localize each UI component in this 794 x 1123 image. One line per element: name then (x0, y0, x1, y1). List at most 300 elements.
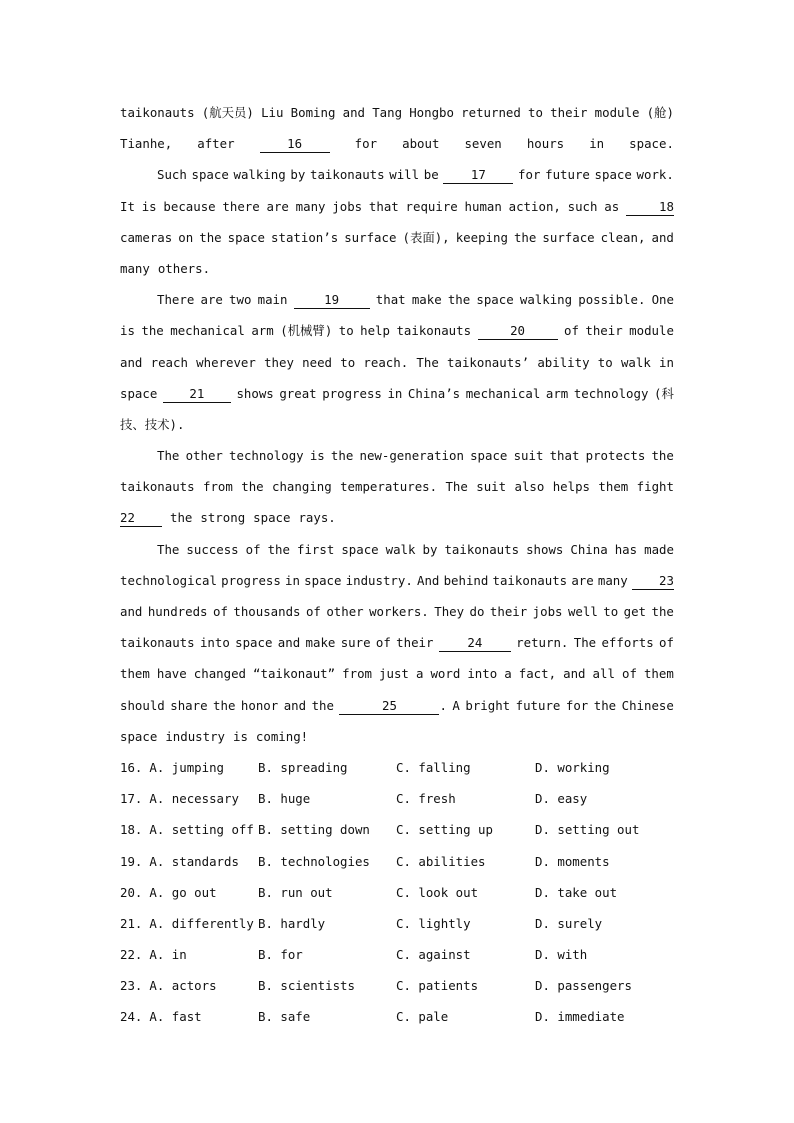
passage-word: (科 (654, 385, 674, 401)
passage-word: new-generation (359, 448, 464, 464)
passage-line (120, 253, 674, 284)
passage-word: walk (385, 541, 416, 557)
blank-20[interactable]: 20 (478, 324, 558, 340)
passage-word: space. (629, 136, 674, 152)
passage-word: first (296, 541, 335, 557)
passage-word: make (305, 635, 336, 651)
option-row (120, 846, 674, 877)
passage-word: reach (150, 354, 188, 370)
passage-word: clean, (600, 229, 646, 245)
exam-page (120, 97, 674, 1033)
passage-word: many (597, 572, 628, 588)
passage-word: walking (519, 292, 573, 308)
passage-word: the (447, 292, 471, 308)
passage-word: do (469, 604, 485, 619)
passage-word: Liu (261, 105, 284, 120)
passage-word: help (360, 323, 390, 339)
passage-line (120, 471, 674, 502)
passage-word: wherever (196, 354, 256, 370)
passage-word: (航天员) (201, 105, 254, 120)
passage-word: fact, (518, 666, 557, 682)
passage-word: It (120, 198, 135, 214)
passage-word: share (170, 697, 208, 713)
passage-line (120, 409, 674, 440)
option-row (120, 939, 674, 970)
passage-word: them (120, 666, 150, 682)
passage-word: to (340, 354, 356, 370)
passage-word: ability (537, 354, 590, 370)
passage-line (120, 222, 674, 253)
passage-word: will (389, 167, 420, 183)
passage-word: space (470, 448, 508, 464)
passage-word: is (233, 728, 248, 744)
passage-word: seven (464, 136, 502, 152)
passage-word: (机械臂) (280, 323, 333, 339)
passage-word: space (191, 167, 229, 183)
passage-word: protects (585, 448, 646, 464)
option-d[interactable]: D. working (535, 759, 610, 775)
passage-word: jobs (332, 198, 363, 214)
passage-word: mechanical (465, 385, 541, 401)
passage-word: the (170, 510, 193, 526)
passage-word: for (518, 167, 541, 183)
passage-word: bright (465, 697, 511, 713)
blank-16[interactable]: 16 (260, 137, 330, 153)
passage-word: sure (340, 635, 371, 651)
option-d[interactable]: D. passengers (535, 978, 632, 994)
passage-word: all (592, 666, 615, 682)
passage-word: many (120, 260, 150, 276)
passage-word: changing (272, 479, 332, 495)
passage-word: honor (240, 697, 279, 713)
passage-word: industry. (345, 572, 413, 588)
passage-word: Such (157, 167, 187, 183)
passage-line (120, 97, 674, 128)
passage-word: taikonauts (120, 635, 195, 651)
passage-word: is (141, 198, 157, 214)
option-c[interactable]: C. pale (396, 1009, 449, 1025)
option-a[interactable] (120, 814, 254, 845)
passage-word: to (603, 604, 619, 619)
option-c[interactable]: C. patients (396, 978, 479, 994)
passage-word: station’s (271, 229, 339, 245)
passage-word: suit (513, 448, 544, 464)
passage-word: mechanical (170, 323, 245, 339)
passage-word: in (285, 572, 300, 588)
passage-word: the (513, 229, 537, 245)
option-d[interactable]: D. setting out (535, 822, 640, 838)
passage-word: China (570, 541, 608, 557)
passage-word: progress (322, 385, 382, 401)
passage-word: The (157, 448, 180, 464)
passage-word: to (528, 105, 543, 120)
passage-word: in (387, 385, 403, 401)
passage-word: of (245, 541, 261, 557)
passage-word: has (614, 541, 638, 557)
passage-word: to (338, 323, 354, 339)
passage-word: taikonauts (396, 323, 472, 339)
option-row (120, 752, 674, 783)
passage-line (120, 378, 674, 409)
option-b[interactable]: B. safe (258, 1009, 311, 1025)
passage-word: arm (545, 385, 569, 401)
passage-word: space (120, 728, 158, 744)
passage-word: and (563, 666, 586, 682)
passage-word: the (651, 604, 674, 619)
blank-19[interactable]: 19 (294, 293, 370, 309)
option-row (120, 970, 674, 1001)
passage-word: have (156, 666, 187, 682)
passage-word: shows (236, 385, 274, 401)
passage-word: their (550, 105, 588, 120)
passage-word: the (141, 323, 164, 339)
option-b[interactable]: B. technologies (258, 853, 370, 869)
passage-word: great (279, 385, 317, 401)
passage-word: walk (620, 354, 651, 370)
passage-line (120, 721, 674, 752)
passage-word: The (416, 354, 439, 370)
option-a[interactable] (120, 908, 254, 939)
passage-word: shows (526, 541, 564, 557)
passage-word: progress (221, 572, 281, 588)
passage-word: about (402, 136, 440, 152)
passage-word: as (604, 198, 620, 214)
blank-23[interactable]: 23 (632, 574, 674, 590)
passage-line (120, 658, 674, 689)
question-number: 22. (120, 947, 143, 963)
passage-word: from (342, 666, 372, 682)
passage-word: Tianhe, (120, 136, 173, 152)
option-a-label: A. differently (149, 915, 254, 931)
option-c[interactable]: C. falling (396, 759, 471, 775)
passage-word: and (651, 229, 674, 245)
passage-word: should (120, 697, 165, 713)
passage-line (120, 565, 674, 596)
option-c[interactable]: C. setting up (396, 822, 493, 838)
passage-word: are (266, 198, 289, 214)
passage-word: cameras (120, 229, 173, 245)
passage-word: . (439, 697, 447, 713)
passage-word: hundreds (147, 604, 208, 619)
passage-word: their (489, 604, 528, 619)
option-a-label: A. fast (149, 1009, 202, 1025)
passage-word: by (422, 541, 438, 557)
passage-word: on (178, 229, 194, 245)
passage-word: space (227, 229, 265, 245)
option-d[interactable]: D. immediate (535, 1009, 625, 1025)
passage-word: changed (193, 666, 246, 682)
passage-word: such (567, 198, 598, 214)
passage-word: and (120, 604, 143, 619)
passage-word: into (467, 666, 498, 682)
passage-word: taikonauts (120, 479, 195, 495)
cloze-passage (120, 97, 674, 752)
option-a[interactable] (120, 970, 217, 1001)
passage-word: other (185, 448, 223, 464)
option-row (120, 908, 674, 939)
passage-word: Chinese (621, 697, 674, 713)
passage-word: the (593, 697, 617, 713)
passage-word: China’s (407, 385, 461, 401)
passage-word: is (309, 448, 325, 464)
passage-word: space (120, 385, 158, 401)
passage-word: space (594, 167, 632, 183)
passage-word: of (659, 635, 674, 651)
passage-word: Boming (290, 105, 336, 120)
passage-word: surface (344, 229, 397, 245)
option-c[interactable]: C. fresh (396, 791, 456, 807)
passage-word: require (405, 198, 458, 214)
passage-word: keeping (455, 229, 508, 245)
passage-word: other (326, 604, 364, 619)
passage-word: others. (157, 260, 211, 276)
passage-word: technology (573, 385, 649, 401)
passage-word: for (354, 136, 378, 152)
passage-word: future (515, 697, 561, 713)
question-number: 18. (120, 822, 143, 838)
passage-word: taikonauts’ (447, 354, 530, 370)
passage-word: that (549, 448, 580, 464)
passage-word: One (651, 292, 674, 308)
question-number: 16. (120, 759, 143, 775)
passage-word: and (277, 635, 301, 651)
passage-word: The (573, 635, 597, 651)
passage-word: surface (542, 229, 595, 245)
option-d[interactable]: D. surely (535, 915, 603, 931)
passage-word: They (434, 604, 465, 619)
option-c[interactable]: C. against (396, 947, 471, 963)
passage-word: many (295, 198, 326, 214)
passage-word: success (186, 541, 239, 557)
passage-word: module (629, 323, 674, 339)
passage-line (120, 284, 674, 315)
option-d[interactable]: D. easy (535, 791, 588, 807)
passage-word: from (203, 479, 233, 495)
question-number: 23. (120, 978, 143, 994)
passage-word: and (283, 697, 307, 713)
passage-word: space (304, 572, 342, 588)
passage-word: module (594, 105, 640, 120)
passage-word: space (235, 635, 273, 651)
option-a-label: A. standards (149, 853, 239, 869)
passage-word: coming! (255, 728, 309, 744)
passage-word: industry (165, 728, 225, 744)
passage-word: made (644, 541, 674, 557)
option-a-label: A. go out (149, 884, 217, 900)
passage-word: (舱) (646, 105, 674, 120)
option-a[interactable] (120, 846, 239, 877)
passage-word: “taikonaut” (253, 666, 336, 682)
passage-word: action, (508, 198, 561, 214)
option-a[interactable] (120, 939, 187, 970)
blank-25[interactable]: 25 (339, 699, 439, 715)
passage-word: of (375, 635, 391, 651)
passage-word: Hongbo (409, 105, 454, 120)
passage-word: are (571, 572, 594, 588)
passage-word: by (290, 167, 306, 183)
passage-word: them (598, 479, 629, 495)
passage-word: work. (636, 167, 674, 183)
option-c[interactable]: C. look out (396, 884, 479, 900)
passage-word: A (452, 697, 460, 713)
passage-line (120, 596, 674, 627)
option-c[interactable]: C. lightly (396, 915, 471, 931)
passage-word: space (341, 541, 379, 557)
option-d[interactable]: D. with (535, 947, 588, 963)
blank-24[interactable]: 24 (439, 636, 511, 652)
option-row (120, 877, 674, 908)
answer-options (120, 752, 674, 1033)
option-b[interactable]: B. setting down (258, 822, 370, 838)
passage-word: reach. (363, 354, 409, 370)
option-b[interactable]: B. for (258, 947, 303, 963)
passage-line (120, 128, 674, 159)
passage-word: be (423, 167, 439, 183)
question-number: 24. (120, 1009, 143, 1025)
passage-word: to (597, 354, 613, 370)
passage-word: are (200, 292, 223, 308)
option-b[interactable]: B. huge (258, 791, 311, 807)
passage-line (120, 347, 674, 378)
passage-word: And (416, 572, 440, 588)
passage-word: suit (476, 479, 507, 495)
passage-word: word (430, 666, 461, 682)
passage-word: of (621, 666, 637, 682)
passage-word: human (464, 198, 502, 214)
passage-word: need (302, 354, 333, 370)
passage-word: arm (251, 323, 274, 339)
passage-word: after (197, 136, 235, 152)
option-a[interactable] (120, 752, 224, 783)
passage-line (120, 690, 674, 721)
option-a-label: A. in (149, 947, 187, 963)
passage-word: and (342, 105, 365, 120)
passage-word: space (476, 292, 514, 308)
passage-word: in (659, 354, 674, 370)
passage-line (120, 440, 674, 471)
passage-word: helps (552, 479, 591, 495)
passage-word: technological (120, 572, 217, 588)
blank-17[interactable]: 17 (443, 168, 513, 184)
passage-word: fight (636, 479, 674, 495)
passage-word: behind (443, 572, 489, 588)
blank-21[interactable]: 21 (163, 387, 231, 403)
passage-word: possible. (578, 292, 646, 308)
option-a[interactable] (120, 877, 217, 908)
passage-word: into (199, 635, 230, 651)
passage-word: them (643, 666, 674, 682)
passage-word: taikonauts (120, 105, 195, 120)
passage-word: make (411, 292, 442, 308)
passage-word: and (120, 354, 143, 370)
passage-word: of (564, 323, 579, 339)
passage-word: the (199, 229, 222, 245)
option-a[interactable] (120, 1001, 202, 1032)
passage-word: taikonauts (444, 541, 520, 557)
passage-word: The (157, 541, 180, 557)
passage-word: of (212, 604, 228, 619)
passage-word: get (623, 604, 647, 619)
passage-line (120, 627, 674, 658)
blank-18[interactable]: 18 (626, 200, 674, 216)
option-b[interactable]: B. spreading (258, 759, 348, 775)
passage-word: the (213, 697, 236, 713)
passage-word: The (445, 479, 468, 495)
passage-word: two (229, 292, 252, 308)
passage-word: hours (526, 136, 565, 152)
option-row (120, 783, 674, 814)
passage-word: workers. (369, 604, 429, 619)
passage-word: the (311, 697, 334, 713)
passage-word: taikonauts (309, 167, 385, 183)
question-number: 19. (120, 853, 143, 869)
passage-word: they (264, 354, 294, 370)
passage-word: that (375, 292, 406, 308)
passage-word: there (222, 198, 260, 214)
passage-line (120, 315, 674, 346)
option-d[interactable]: D. take out (535, 884, 618, 900)
passage-word: for (565, 697, 589, 713)
option-d[interactable]: D. moments (535, 853, 610, 869)
passage-word: their (396, 635, 434, 651)
passage-word: walking (233, 167, 286, 183)
passage-word: the (267, 541, 290, 557)
passage-word: a (504, 666, 512, 682)
option-c[interactable]: C. abilities (396, 853, 486, 869)
option-a-label: A. necessary (149, 791, 239, 807)
passage-word: technology (229, 448, 304, 464)
passage-word: also (514, 479, 545, 495)
passage-word: (表面), (402, 229, 450, 245)
passage-word: that (368, 198, 399, 214)
passage-word: well (567, 604, 598, 619)
passage-word: a (415, 666, 424, 682)
passage-word: Tang (372, 105, 403, 120)
passage-word: of (305, 604, 321, 619)
passage-word: 技、技术). (120, 416, 185, 432)
passage-word: strong (200, 510, 246, 526)
passage-line (120, 534, 674, 565)
passage-word: because (163, 198, 216, 214)
passage-line (120, 502, 674, 533)
question-number: 20. (120, 884, 143, 900)
option-a-label: A. setting off (149, 822, 254, 838)
passage-word: rays. (298, 510, 336, 526)
passage-word: temperatures. (340, 479, 438, 495)
passage-line (120, 159, 674, 190)
passage-word: thousands (233, 604, 301, 619)
passage-word: the (241, 479, 264, 495)
option-b[interactable]: B. scientists (258, 978, 355, 994)
question-number: 21. (120, 915, 143, 931)
option-row (120, 814, 674, 845)
option-a-label: A. actors (149, 978, 217, 994)
option-a[interactable] (120, 783, 239, 814)
option-b[interactable]: B. hardly (258, 915, 326, 931)
passage-word: is (120, 323, 135, 339)
passage-word: There (157, 292, 195, 308)
passage-word: returned (461, 105, 521, 120)
passage-word: future (545, 167, 590, 183)
passage-word: just (379, 666, 409, 682)
blank-22[interactable]: 22 (120, 511, 162, 527)
option-b[interactable]: B. run out (258, 884, 333, 900)
passage-word: space (253, 510, 291, 526)
passage-word: taikonauts (492, 572, 568, 588)
passage-line (120, 191, 674, 222)
passage-word: in (589, 136, 605, 152)
passage-word: jobs (532, 604, 563, 619)
